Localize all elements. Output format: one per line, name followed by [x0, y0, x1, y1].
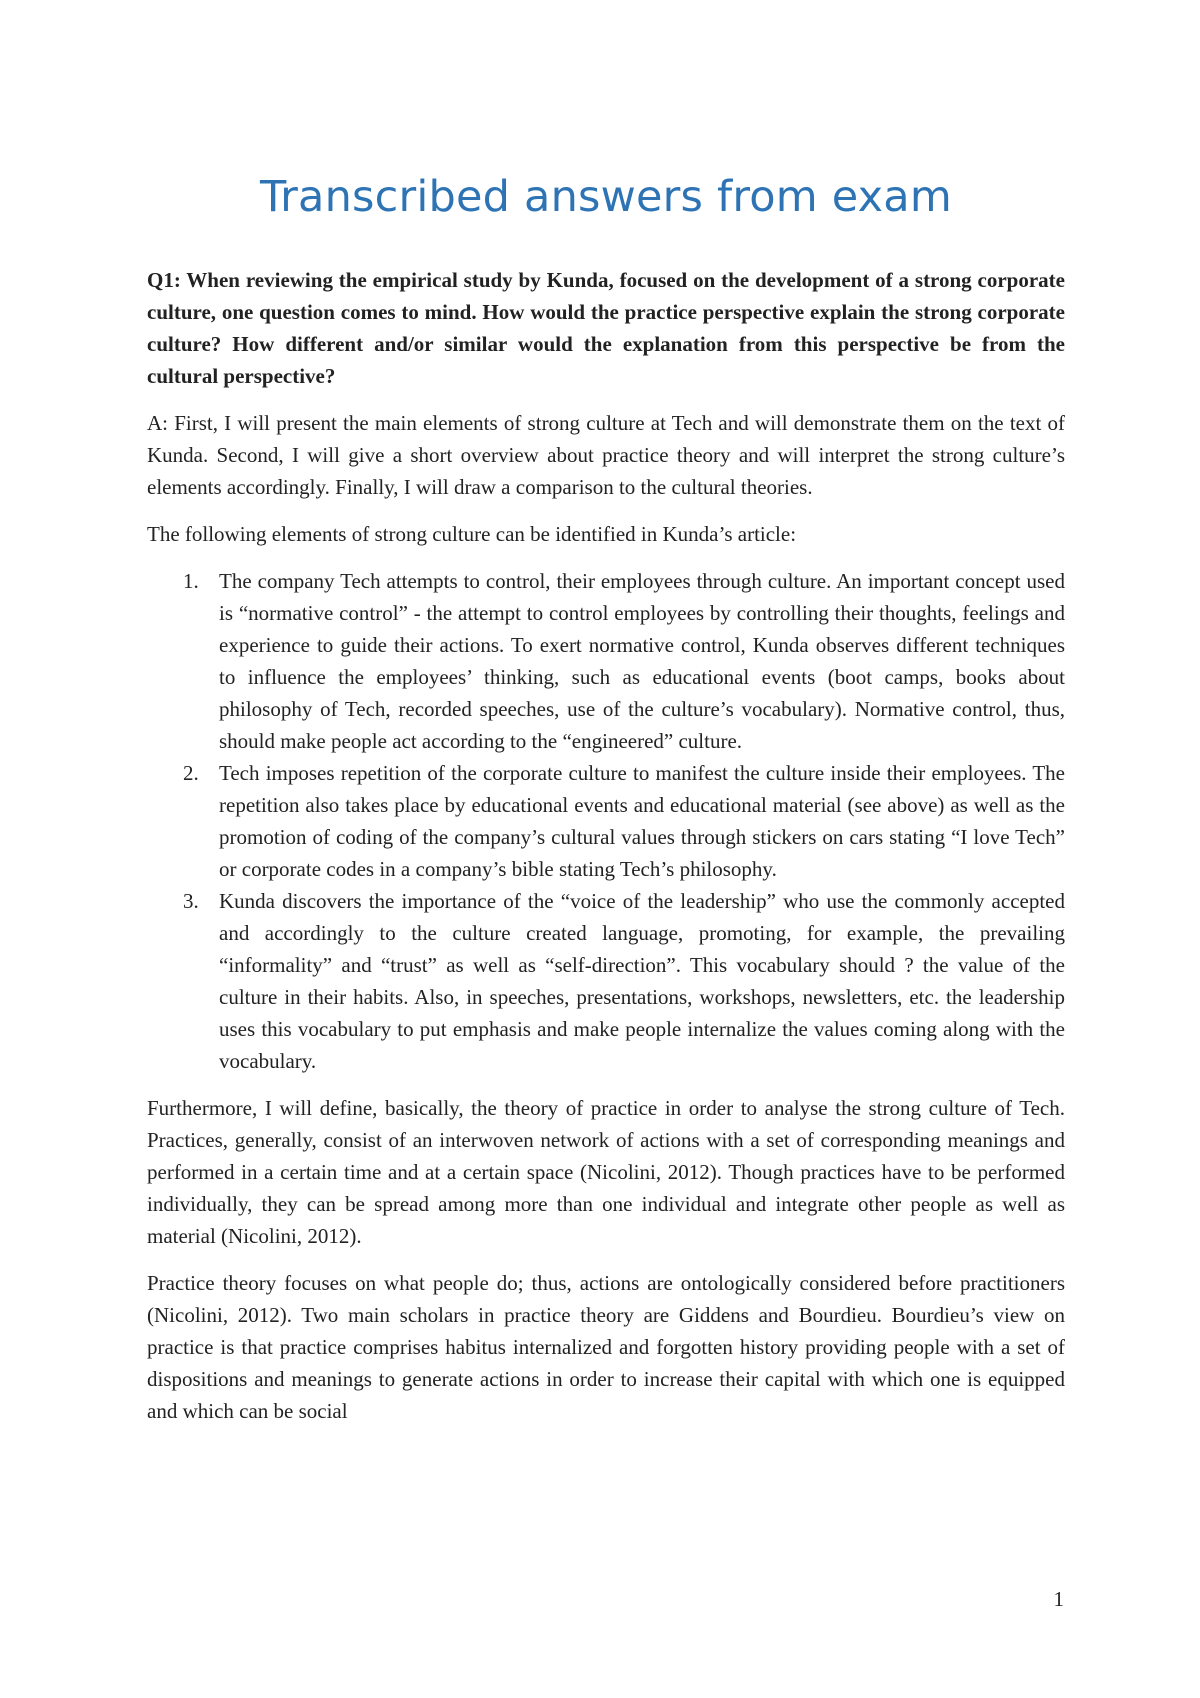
list-item-text: The company Tech attempts to control, their employees through culture. An important concept used is “normative control” - the attempt to control employees by controlling their thoughts, feelings and experience to guide their actions. To exert normative control, Kunda observes different techniques to influence the employees’ thinking, such as educational events (boot camps, books about philosophy of Tech, recorded speeches, use of the culture’s vocabulary). Normative control, thus, should make people act according to the “engineered” culture.: [219, 569, 1065, 753]
list-item-number: 3.: [183, 889, 199, 913]
page-number: 1: [1053, 1587, 1064, 1611]
list-item-number: 1.: [183, 569, 199, 593]
paragraph-practice-theory: Practice theory focuses on what people do; thus, actions are ontologically considered before practitioners (Nicolini, 2012). Two main scholars in practice theory are Giddens and Bourdieu. Bourdieu’s view on practice is that practice comprises habitus internalized and forgotten history providing people with a set of dispositions and meanings to generate actions in order to increase their capital with which one is equipped and which can be social: [147, 1271, 1065, 1423]
list-item: [147, 757, 1065, 885]
list-item-number: 2.: [183, 761, 199, 785]
list-item-text: Kunda discovers the importance of the “voice of the leadership” who use the commonly accepted and accordingly to the culture created language, promoting, for example, the prevailing “informality” and “trust” as well as “self-direction”. This vocabulary should ? the value of the culture in their habits. Also, in speeches, presentations, workshops, newsletters, etc. the leadership uses this vocabulary to put emphasis and make people internalize the values coming along with the vocabulary.: [219, 889, 1065, 1073]
list-item-text: Tech imposes repetition of the corporate culture to manifest the culture inside their employees. The repetition also takes place by educational events and educational material (see above) as well as the promotion of coding of the company’s cultural values through stickers on cars stating “I love Tech” or corporate codes in a company’s bible stating Tech’s philosophy.: [219, 761, 1065, 881]
list-item: [147, 885, 1065, 1077]
elements-list: [147, 565, 1065, 1077]
answer-intro: A: First, I will present the main elements of strong culture at Tech and will demonstrate them on the text of Kunda. Second, I will give a short overview about practice theory and will interpret the strong culture’s elements accordingly. Finally, I will draw a comparison to the cultural theories.: [147, 411, 1065, 499]
question-q1: Q1: When reviewing the empirical study by Kunda, focused on the development of a strong corporate culture, one question comes to mind. How would the practice perspective explain the strong corporate culture? How different and/or similar would the explanation from this perspective be from the cultural perspective?: [147, 268, 1065, 388]
list-item: [147, 565, 1065, 757]
elements-intro: The following elements of strong culture can be identified in Kunda’s article:: [147, 522, 797, 546]
paragraph-practice-definition: Furthermore, I will define, basically, the theory of practice in order to analyse the strong culture of Tech. Practices, generally, consist of an interwoven network of actions with a set of corresponding meanings and performed in a certain time and at a certain space (Nicolini, 2012). Though practices have to be performed individually, they can be spread among more than one individual and integrate other people as well as material (Nicolini, 2012).: [147, 1096, 1065, 1248]
document-title: Transcribed answers from exam: [260, 172, 952, 222]
